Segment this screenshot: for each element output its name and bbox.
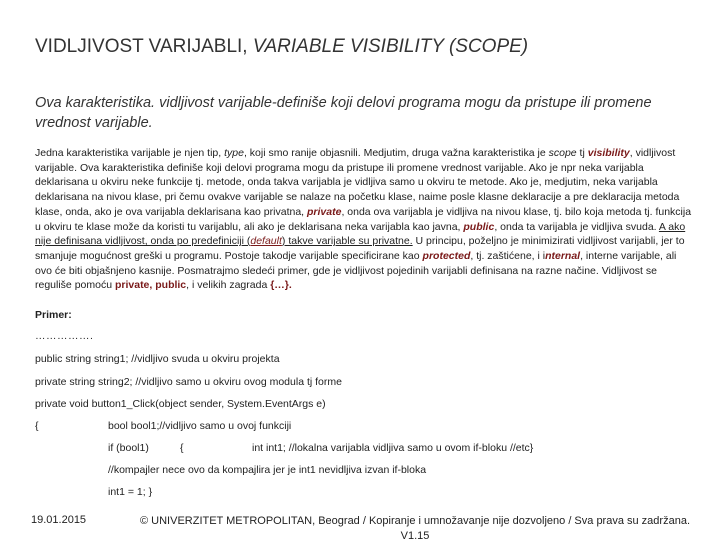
slide-title	[35, 36, 528, 58]
code-line: {	[35, 420, 39, 432]
code-line: int1 = 1; }	[108, 486, 153, 498]
body-text-2: , koji smo ranije objasnili. Medjutim, druga važna karakteristika je	[243, 147, 549, 159]
term-private: private	[307, 205, 342, 218]
term-public: public	[463, 220, 495, 233]
term-type: type	[224, 147, 244, 159]
term-default: default	[250, 235, 282, 248]
term-visibility: visibility	[587, 147, 630, 159]
title-main: VIDLJIVOST VARIJABLI,	[35, 36, 253, 57]
body-text-6: , onda ta varijabla je vidljiva svuda.	[494, 220, 659, 233]
code-line: public string string1; //vidljivo svuda u okviru projekta	[35, 353, 280, 365]
footer-date: 19.01.2015	[31, 514, 87, 526]
body-paragraph	[35, 146, 695, 293]
term-protected: protected	[422, 249, 471, 262]
term-braces: {…}.	[270, 279, 292, 292]
example-label: Primer:	[35, 309, 72, 321]
example-dots: …………….	[35, 330, 94, 342]
code-line: private string string2; //vidljivo samo u okviru ovog modula tj forme	[35, 376, 342, 388]
code-line: bool bool1;//vidljivo samo u ovoj funkciji	[108, 420, 292, 432]
body-underlined: A ako nije definisana vidljivost, onda po predefiniciji (	[35, 220, 686, 248]
term-internal: nternal	[545, 249, 581, 262]
footer-copyright: © UNIVERZITET METROPOLITAN, Beograd / Kopiranje i umnožavanje nije dozvoljeno / Sva prava su zadržana. V1.15	[140, 515, 690, 542]
term-scope: scope	[548, 147, 577, 159]
code-line: if (bool1)	[108, 442, 149, 454]
code-line: private void button1_Click(object sender, System.EventArgs e)	[35, 398, 326, 410]
body-text-8: , tj. zaštićene, i i	[470, 249, 546, 262]
code-line: int int1; //lokalna varijabla vidljiva samo u ovom if-bloku //etc}	[252, 442, 534, 454]
body-text-1: Jedna karakteristika varijable je njen tip,	[35, 147, 225, 159]
body-text-7: U principu, poželjno je minimizirati vidljivost varijabli, jer to smanjuje mogućnost greški u programu. Postoje takodje varijable specificirane kao	[35, 235, 685, 262]
body-text-4: , vidljivost varijable. Ova karakteristika definiše koji delovi programa mogu da pristupe ili promene vrednost varijable. Ako je npr neka varijabla deklarisana u okviru neke funkcije tj. metode, onda takva varijabla je vidljiva samo u okviru te metode. Ako je, medjutim, neka varijabla deklarisana na nivou klase, pri čemu ovakve varijable se nalaze na početku klase, naime posle klasne deklaracije a pre deklaracija metoda klase, onda, ako je ova varijabla deklarisana kao privatna,	[35, 147, 680, 218]
term-private-public: private, public	[114, 279, 187, 292]
body-text-3: tj	[576, 147, 588, 159]
body-text-10: , i velikih zagrada	[186, 279, 271, 292]
code-line: {	[180, 442, 184, 454]
intro-text: Ova karakteristika. vidljivost varijable-definiše koji delovi programa mogu da pristupe ili promene vrednost varijable.	[35, 95, 652, 131]
body-text-5: , onda ova varijabla je vidljiva na nivou klase, tj. bilo koja metoda tj. funkcija u okviru te klase može da koristi tu varijablu, ali ako je deklarisana neka varijabla kao javna,	[35, 205, 692, 233]
code-line: //kompajler nece ovo da kompajlira jer je int1 nevidljiva izvan if-bloka	[108, 464, 427, 476]
body-underlined-2: ) takve varijable su privatne.	[281, 235, 413, 248]
title-italic: VARIABLE VISIBILITY (SCOPE)	[252, 36, 529, 57]
body-text-9: , interne varijable, ali ovo će biti objašnjeno kasnije. Posmatrajmo sledeći primer, gde je vidljivost pojedinih varijabli definisana na razne načine. Vidljivost se reguliše pomoću	[35, 249, 677, 292]
